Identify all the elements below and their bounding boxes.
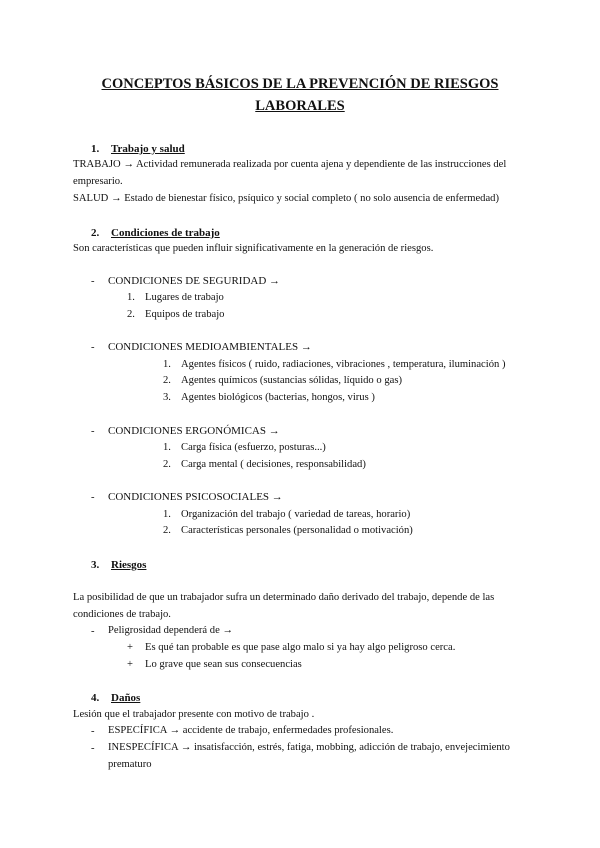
plus-bullet: + bbox=[127, 642, 133, 653]
list-item-number: 1. bbox=[127, 292, 135, 303]
list-bullet: - bbox=[91, 342, 95, 353]
list-item-number: 1. bbox=[163, 442, 171, 453]
list-item: Lugares de trabajo bbox=[145, 292, 224, 303]
section-2-heading bbox=[91, 228, 220, 239]
list-bullet: - bbox=[91, 276, 95, 287]
list-bullet: - bbox=[91, 743, 95, 754]
peligrosidad-item: Peligrosidad dependerá de → bbox=[108, 625, 234, 636]
section-4-heading bbox=[91, 693, 140, 704]
list-item: Carga física (esfuerzo, posturas...) bbox=[181, 442, 326, 453]
list-bullet: - bbox=[91, 426, 95, 437]
section-3-title: Riesgos bbox=[111, 559, 147, 571]
list-item: Agentes biológicos (bacterias, hongos, virus ) bbox=[181, 392, 375, 403]
category-seguridad: CONDICIONES DE SEGURIDAD → bbox=[108, 275, 281, 287]
list-bullet: - bbox=[91, 726, 95, 737]
danos-intro: Lesión que el trabajador presente con motivo de trabajo . bbox=[73, 709, 315, 720]
plus-bullet: + bbox=[127, 659, 133, 670]
category-ergonomicas: CONDICIONES ERGONÓMICAS → bbox=[108, 425, 280, 437]
category-medioambientales: CONDICIONES MEDIOAMBIENTALES → bbox=[108, 341, 312, 353]
list-item: Agentes químicos (sustancias sólidas, líquido o gas) bbox=[181, 375, 402, 386]
section-2-title: Condiciones de trabajo bbox=[111, 227, 220, 239]
list-item-number: 2. bbox=[163, 375, 171, 386]
document-title-line2: LABORALES bbox=[255, 98, 345, 114]
riesgos-paragraph-line2: condiciones de trabajo. bbox=[73, 609, 171, 620]
list-item: Carga mental ( decisiones, responsabilidad) bbox=[181, 459, 366, 470]
peligrosidad-subitem-2: Lo grave que sean sus consecuencias bbox=[145, 659, 302, 670]
riesgos-paragraph-line1: La posibilidad de que un trabajador sufra un determinado daño derivado del trabajo, depende de las bbox=[73, 592, 495, 603]
list-item: Características personales (personalidad o motivación) bbox=[181, 525, 413, 536]
peligrosidad-subitem-1: Es qué tan probable es que pase algo malo si ya hay algo peligroso cerca. bbox=[145, 642, 456, 653]
list-item-number: 3. bbox=[163, 392, 171, 403]
salud-definition: SALUD → Estado de bienestar físico, psíquico y social completo ( no solo ausencia de enfermedad) bbox=[73, 193, 499, 204]
inespecifica-item-line2: prematuro bbox=[108, 759, 152, 770]
list-item-number: 2. bbox=[127, 309, 135, 320]
category-psicosociales: CONDICIONES PSICOSOCIALES → bbox=[108, 491, 283, 503]
section-4-number: 4. bbox=[91, 692, 100, 704]
document-title-line1: CONCEPTOS BÁSICOS DE LA PREVENCIÓN DE RIESGOS bbox=[101, 76, 499, 92]
section-1-heading bbox=[91, 144, 185, 155]
list-item-number: 1. bbox=[163, 359, 171, 370]
list-bullet: - bbox=[91, 492, 95, 503]
trabajo-definition-line2: empresario. bbox=[73, 176, 123, 187]
section-3-number: 3. bbox=[91, 559, 100, 571]
section-2-intro: Son características que pueden influir significativamente en la generación de riesgos. bbox=[73, 243, 434, 254]
list-item-number: 2. bbox=[163, 459, 171, 470]
section-1-title: Trabajo y salud bbox=[111, 143, 185, 155]
list-item: Organización del trabajo ( variedad de tareas, horario) bbox=[181, 509, 411, 520]
list-item-number: 2. bbox=[163, 525, 171, 536]
list-bullet: - bbox=[91, 626, 95, 637]
trabajo-definition-line1: TRABAJO → Actividad remunerada realizada por cuenta ajena y dependiente de las instrucciones del bbox=[73, 159, 507, 170]
list-item: Agentes físicos ( ruido, radiaciones, vibraciones , temperatura, iluminación ) bbox=[181, 359, 506, 370]
section-2-number: 2. bbox=[91, 227, 100, 239]
list-item: Equipos de trabajo bbox=[145, 309, 225, 320]
especifica-item: ESPECÍFICA → accidente de trabajo, enfermedades profesionales. bbox=[108, 725, 394, 736]
list-item-number: 1. bbox=[163, 509, 171, 520]
section-3-heading bbox=[91, 560, 146, 571]
section-4-title: Daños bbox=[111, 692, 141, 704]
section-1-number: 1. bbox=[91, 143, 100, 155]
inespecifica-item-line1: INESPECÍFICA → insatisfacción, estrés, fatiga, mobbing, adicción de trabajo, envejecimiento bbox=[108, 742, 510, 753]
